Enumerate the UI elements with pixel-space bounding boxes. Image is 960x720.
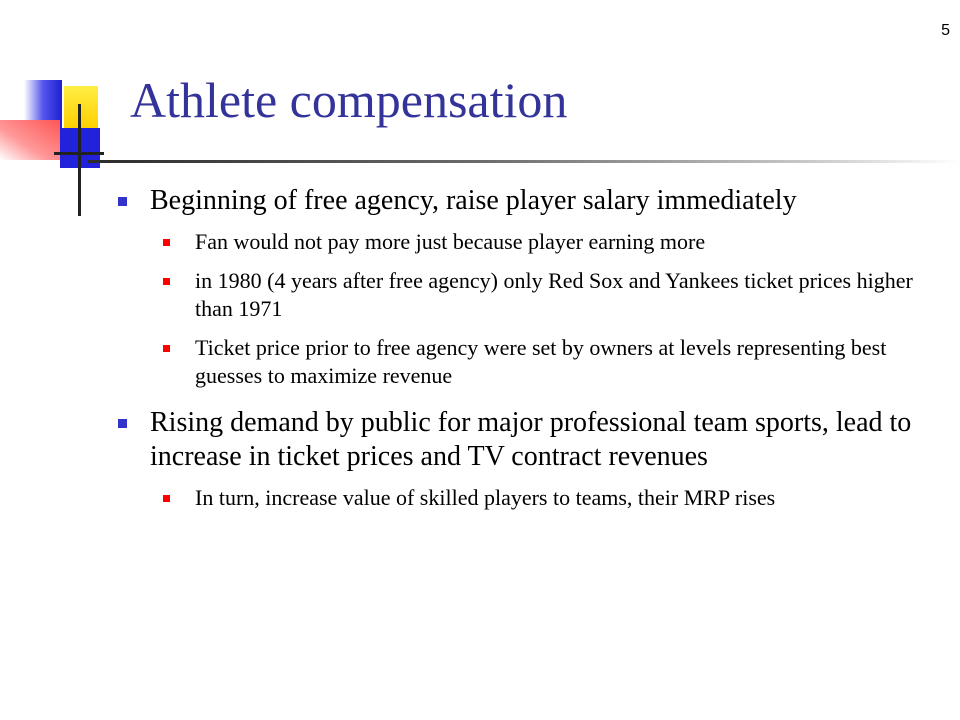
sub-bullet-item [163,267,918,323]
bullet-square-icon [118,197,127,206]
sub-bullet-square-icon [163,239,170,246]
sub-bullet-text: Ticket price prior to free agency were set by owners at levels representing best guesses to maximize revenue [195,335,887,388]
sub-bullet-square-icon [163,345,170,352]
bullet-item [118,406,918,474]
sub-bullet-square-icon [163,278,170,285]
sub-bullet-item [163,484,918,512]
sub-bullet-item [163,228,918,256]
page-number: 5 [941,22,950,39]
bullet-item [118,184,918,218]
bullet-text: Rising demand by public for major professional team sports, lead to increase in ticket prices and TV contract revenues [150,407,912,472]
bullet-square-icon [118,419,127,428]
sub-bullet-item [163,334,918,390]
sub-bullet-square-icon [163,495,170,502]
sub-bullet-text: In turn, increase value of skilled players to teams, their MRP rises [195,485,776,510]
sub-bullet-text: Fan would not pay more just because player earning more [195,229,706,254]
decorative-squares-logo [0,70,120,220]
bullet-list [118,184,918,523]
sub-bullet-text: in 1980 (4 years after free agency) only Red Sox and Yankees ticket prices higher than 1971 [195,268,913,321]
title-divider [88,160,960,163]
slide-title: Athlete compensation [130,72,568,128]
bullet-text: Beginning of free agency, raise player salary immediately [150,185,797,216]
